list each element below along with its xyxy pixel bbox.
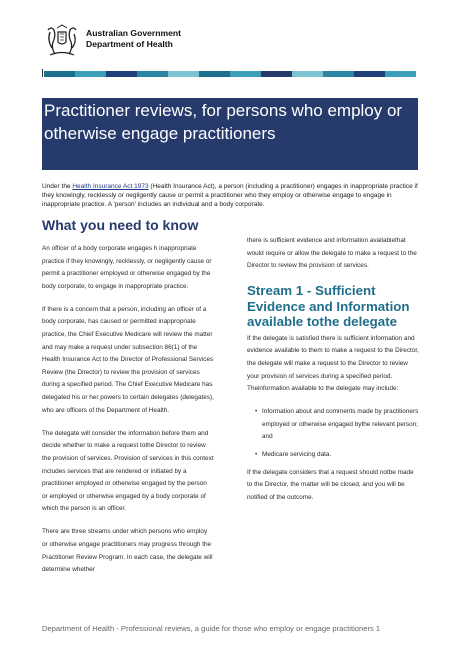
paragraph: If the delegate considers that a request should notbe made to the Director, the matter will be closed, and you will be notified of the outcome. [247, 468, 414, 501]
intro-paragraph [42, 182, 418, 209]
bullet-icon: • [255, 451, 258, 459]
stripe-segment [323, 71, 354, 77]
stripe-segment [261, 71, 292, 77]
page-title: Practitioner reviews, for persons who employ or otherwise engage practitioners [44, 101, 403, 143]
stripe-segment [106, 71, 137, 77]
intro-text-after: (Health Insurance Act), a person (including a practitioner) engages in inappropriate practice if they knowingly, recklessly or negligently cause or permit a practitioner who they employ or otherwise engage to engage in inappropriate practice. A 'person' includes an individual and a body corporate. [42, 183, 418, 208]
stripe-segment [230, 71, 261, 77]
page-footer: Department of Health - Professional reviews, a guide for those who employ or engage practitioners 1 [42, 624, 381, 633]
act-link[interactable]: Health Insurance Act 1973 [72, 183, 149, 190]
paragraph: There are three streams under which persons who employ or otherwise engage practitioners may progress through the Practitioner Review Program. In each case, the delegate will determine whether [42, 528, 213, 574]
stripe-segment [75, 71, 106, 77]
paragraph: If there is a concern that a person, including an officer of a body corporate, has caused or permitted inappropriate practice, the Chief Executive Medicare will review the matter and may make a request under subsection 86(1) of the Health Insurance Act to the Director of Professional Services Review (the Director) to review the provision of services during a specified period. The Chief Executive Medicare has delegated his or her powers to certain delegates (delegates), who are officers of the Department of Health. [42, 305, 214, 414]
paragraph: there is sufficient evidence and information availablethat would require or allow the delegate to make a request to the Director to review the provision of services. [247, 237, 417, 270]
left-column [42, 243, 214, 587]
list-item-text: Information about and comments made by practitioners employed or otherwise engaged bythe relevant person; and [262, 408, 419, 441]
gov-name: Australian Government [86, 28, 182, 38]
paragraph: If the delegate is satisfied there is sufficient information and evidence available to them to make a request to the Director, the delegate will make a request to the Director to review your provision of services during a specified period. Theinformation available to the delegate may include: [247, 334, 419, 393]
paragraph: An officer of a body corporate engages h inappropriate practice if they knowingly, recklessly, or negligently cause or permit a practitioner employed or otherwise engaged by the body corporate, to engage in inappropriate practice. [42, 245, 212, 290]
stripe-segment [199, 71, 230, 77]
paragraph: The delegate will consider the information before them and decide whether to make a request tothe Director to review the provision of services. Provision of services in this context includes services that are rendered or initiated by a practitioner employed or otherwise engaged by the person or employed or otherwise engaged by a body corporate of which the person is an officer. [42, 429, 214, 513]
department-name: Department of Health [86, 39, 173, 49]
coat-of-arms-icon [44, 24, 80, 58]
stream-heading: Stream 1 - Sufficient Evidence and Information available tothe delegate [247, 283, 410, 330]
list-item [255, 449, 419, 462]
stripe-segment [44, 71, 75, 77]
title-banner [42, 98, 418, 170]
intro-text-before: Under the [42, 183, 73, 190]
stripe-segment [354, 71, 385, 77]
stripe-segment [168, 71, 199, 77]
stripe-segment [292, 71, 323, 77]
stripe-segment [385, 71, 416, 77]
bullet-icon: • [255, 408, 258, 416]
list-item [255, 406, 419, 444]
section-heading: What you need to know [42, 217, 199, 233]
right-column [247, 235, 419, 515]
bullet-list [247, 406, 419, 461]
color-stripe [44, 71, 416, 77]
stripe-segment [137, 71, 168, 77]
list-item-text: Medicare servicing data. [262, 451, 332, 459]
stripe-marker [42, 69, 43, 77]
header [44, 24, 424, 64]
